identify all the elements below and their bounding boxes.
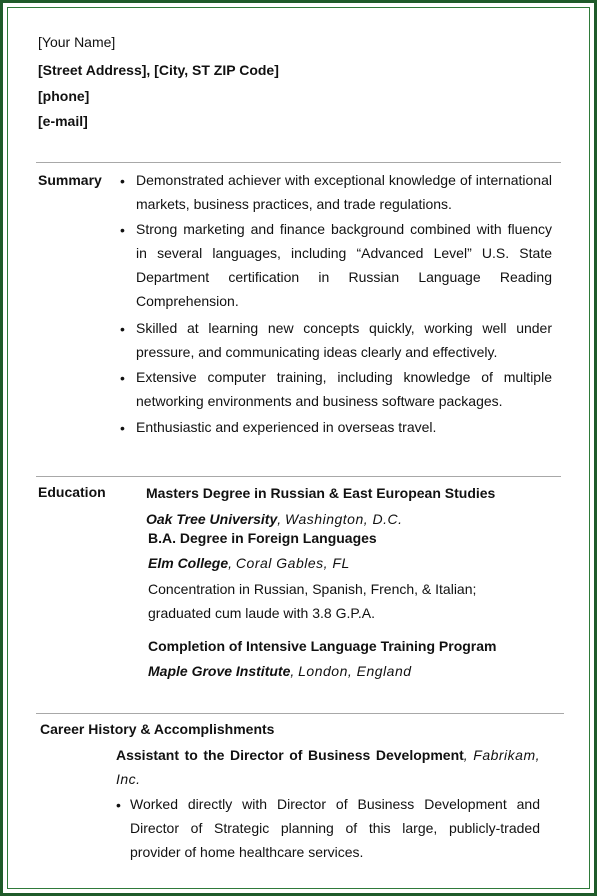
summary-bullet: • xyxy=(120,420,125,436)
career-company: Fabrikam, Inc. xyxy=(116,747,540,787)
education-school: Oak Tree University xyxy=(146,511,278,527)
education-degree: Masters Degree in Russian & East European Studies xyxy=(146,485,496,501)
summary-bullet: • xyxy=(120,321,125,337)
education-school: Maple Grove Institute xyxy=(148,663,291,679)
education-location: London, England xyxy=(298,663,412,679)
summary-bullet: • xyxy=(120,370,125,386)
summary-item: Extensive computer training, including knowledge of multiple networking environments and business software packages. xyxy=(136,369,552,409)
education-location: Washington, D.C. xyxy=(285,511,403,527)
header-name: [Your Name] xyxy=(38,34,116,50)
summary-label: Summary xyxy=(38,172,102,188)
career-item: Worked directly with Director of Business Development and Director of Strategic planning of this large, publicly-traded provider of home healthcare services. xyxy=(130,796,540,860)
summary-item: Strong marketing and finance background combined with fluency in several languages, including “Advanced Level” U.S. State Department certification in Russian Language Reading Comprehension. xyxy=(136,221,552,309)
header-phone: [phone] xyxy=(38,88,90,104)
summary-bullet: • xyxy=(120,222,125,238)
education-school-line xyxy=(148,555,350,571)
summary-item: Demonstrated achiever with exceptional knowledge of international markets, business practices, and trade regulations. xyxy=(136,172,552,212)
career-job-title: Assistant to the Director of Business Development xyxy=(116,747,464,763)
education-degree: Completion of Intensive Language Training Program xyxy=(148,638,497,654)
education-school-line xyxy=(148,663,412,679)
education-note: Concentration in Russian, Spanish, French, & Italian; graduated cum laude with 3.8 G.P.A. xyxy=(148,581,477,621)
education-degree: B.A. Degree in Foreign Languages xyxy=(148,530,377,546)
career-divider xyxy=(36,713,564,714)
summary-bullet: • xyxy=(120,173,125,189)
education-location: Coral Gables, FL xyxy=(235,555,350,571)
summary-item: Enthusiastic and experienced in overseas travel. xyxy=(136,419,437,435)
education-school-line xyxy=(146,511,403,527)
career-job-heading xyxy=(116,743,540,791)
summary-item: Skilled at learning new concepts quickly, working well under pressure, and communicating ideas clearly and effectively. xyxy=(136,320,552,360)
header-address: [Street Address], [City, ST ZIP Code] xyxy=(38,62,279,78)
education-divider xyxy=(36,476,561,477)
career-bullet: • xyxy=(116,797,121,813)
career-label: Career History & Accomplishments xyxy=(40,721,275,737)
education-separator: , xyxy=(228,555,236,571)
career-separator: , xyxy=(463,747,474,763)
education-separator: , xyxy=(290,663,299,679)
header-email: [e-mail] xyxy=(38,113,88,129)
education-separator: , xyxy=(277,511,286,527)
summary-divider xyxy=(36,162,561,163)
education-school: Elm College xyxy=(148,555,229,571)
education-label: Education xyxy=(38,484,106,500)
